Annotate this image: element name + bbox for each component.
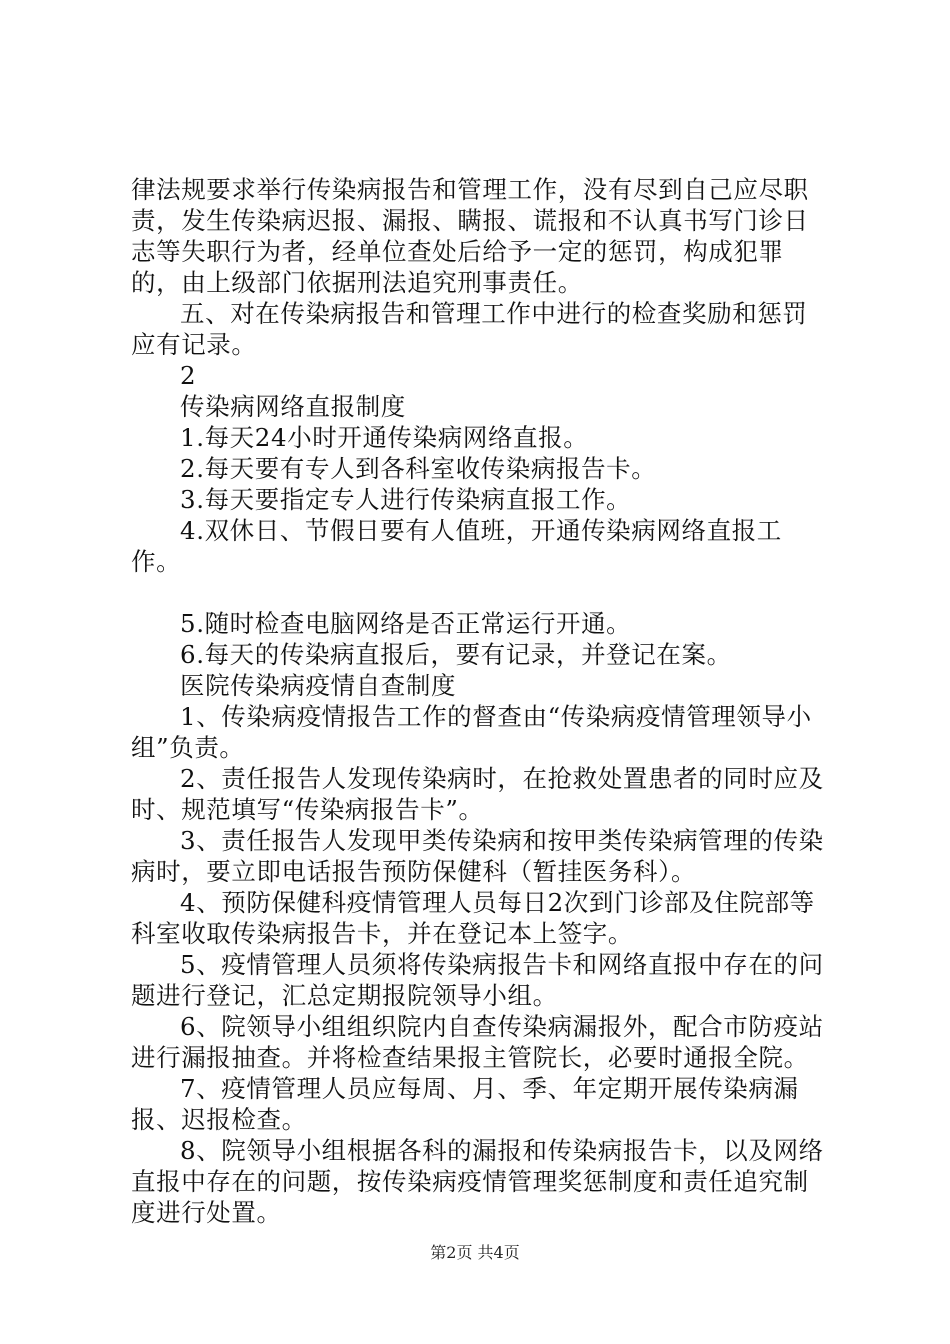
page-number-label: 第2页 共4页 xyxy=(430,1243,520,1262)
section-number: 2 xyxy=(180,361,197,390)
list-item: 5.随时检查电脑网络是否正常运行开通。 xyxy=(180,609,632,638)
list-item: 4.双休日、节假日要有人值班，开通传染病网络直报工作。 xyxy=(131,516,782,576)
list-item: 3.每天要指定专人进行传染病直报工作。 xyxy=(180,485,632,514)
blank-line xyxy=(131,577,831,608)
section-title-self-check: 医院传染病疫情自查制度 xyxy=(180,671,457,700)
document-body xyxy=(131,174,831,1228)
section-title-network-reporting: 传染病网络直报制度 xyxy=(180,392,406,421)
list-item: 2、责任报告人发现传染病时，在抢救处置患者的同时应及时、规范填写“传染病报告卡”。 xyxy=(131,764,824,824)
list-item: 1、传染病疫情报告工作的督查由“传染病疫情管理领导小组”负责。 xyxy=(131,702,812,762)
page-footer xyxy=(0,1243,950,1263)
list-item: 6、院领导小组组织院内自查传染病漏报外，配合市防疫站进行漏报抽查。并将检查结果报主管院长，必要时通报全院。 xyxy=(131,1012,824,1072)
list-item: 1.每天24小时开通传染病网络直报。 xyxy=(180,423,589,452)
paragraph-item-five: 五、对在传染病报告和管理工作中进行的检查奖励和惩罚应有记录。 xyxy=(131,299,808,359)
list-item: 4、预防保健科疫情管理人员每日2次到门诊部及住院部等科室收取传染病报告卡，并在登记本上签字。 xyxy=(131,888,815,948)
paragraph-liability-continued: 律法规要求举行传染病报告和管理工作，没有尽到自己应尽职责，发生传染病迟报、漏报、瞒报、谎报和不认真书写门诊日志等失职行为者，经单位查处后给予一定的惩罚，构成犯罪的，由上级部门依据刑法追究刑事责任。 xyxy=(131,175,809,297)
list-item: 2.每天要有专人到各科室收传染病报告卡。 xyxy=(180,454,657,483)
list-item: 8、院领导小组根据各科的漏报和传染病报告卡，以及网络直报中存在的问题，按传染病疫情管理奖惩制度和责任追究制度进行处置。 xyxy=(131,1136,824,1227)
list-item: 5、疫情管理人员须将传染病报告卡和网络直报中存在的问题进行登记，汇总定期报院领导小组。 xyxy=(131,950,824,1010)
list-item: 6.每天的传染病直报后，要有记录，并登记在案。 xyxy=(180,640,732,669)
list-item: 7、疫情管理人员应每周、月、季、年定期开展传染病漏报、迟报检查。 xyxy=(131,1074,799,1134)
list-item: 3、责任报告人发现甲类传染病和按甲类传染病管理的传染病时，要立即电话报告预防保健科（暂挂医务科）。 xyxy=(131,826,824,886)
